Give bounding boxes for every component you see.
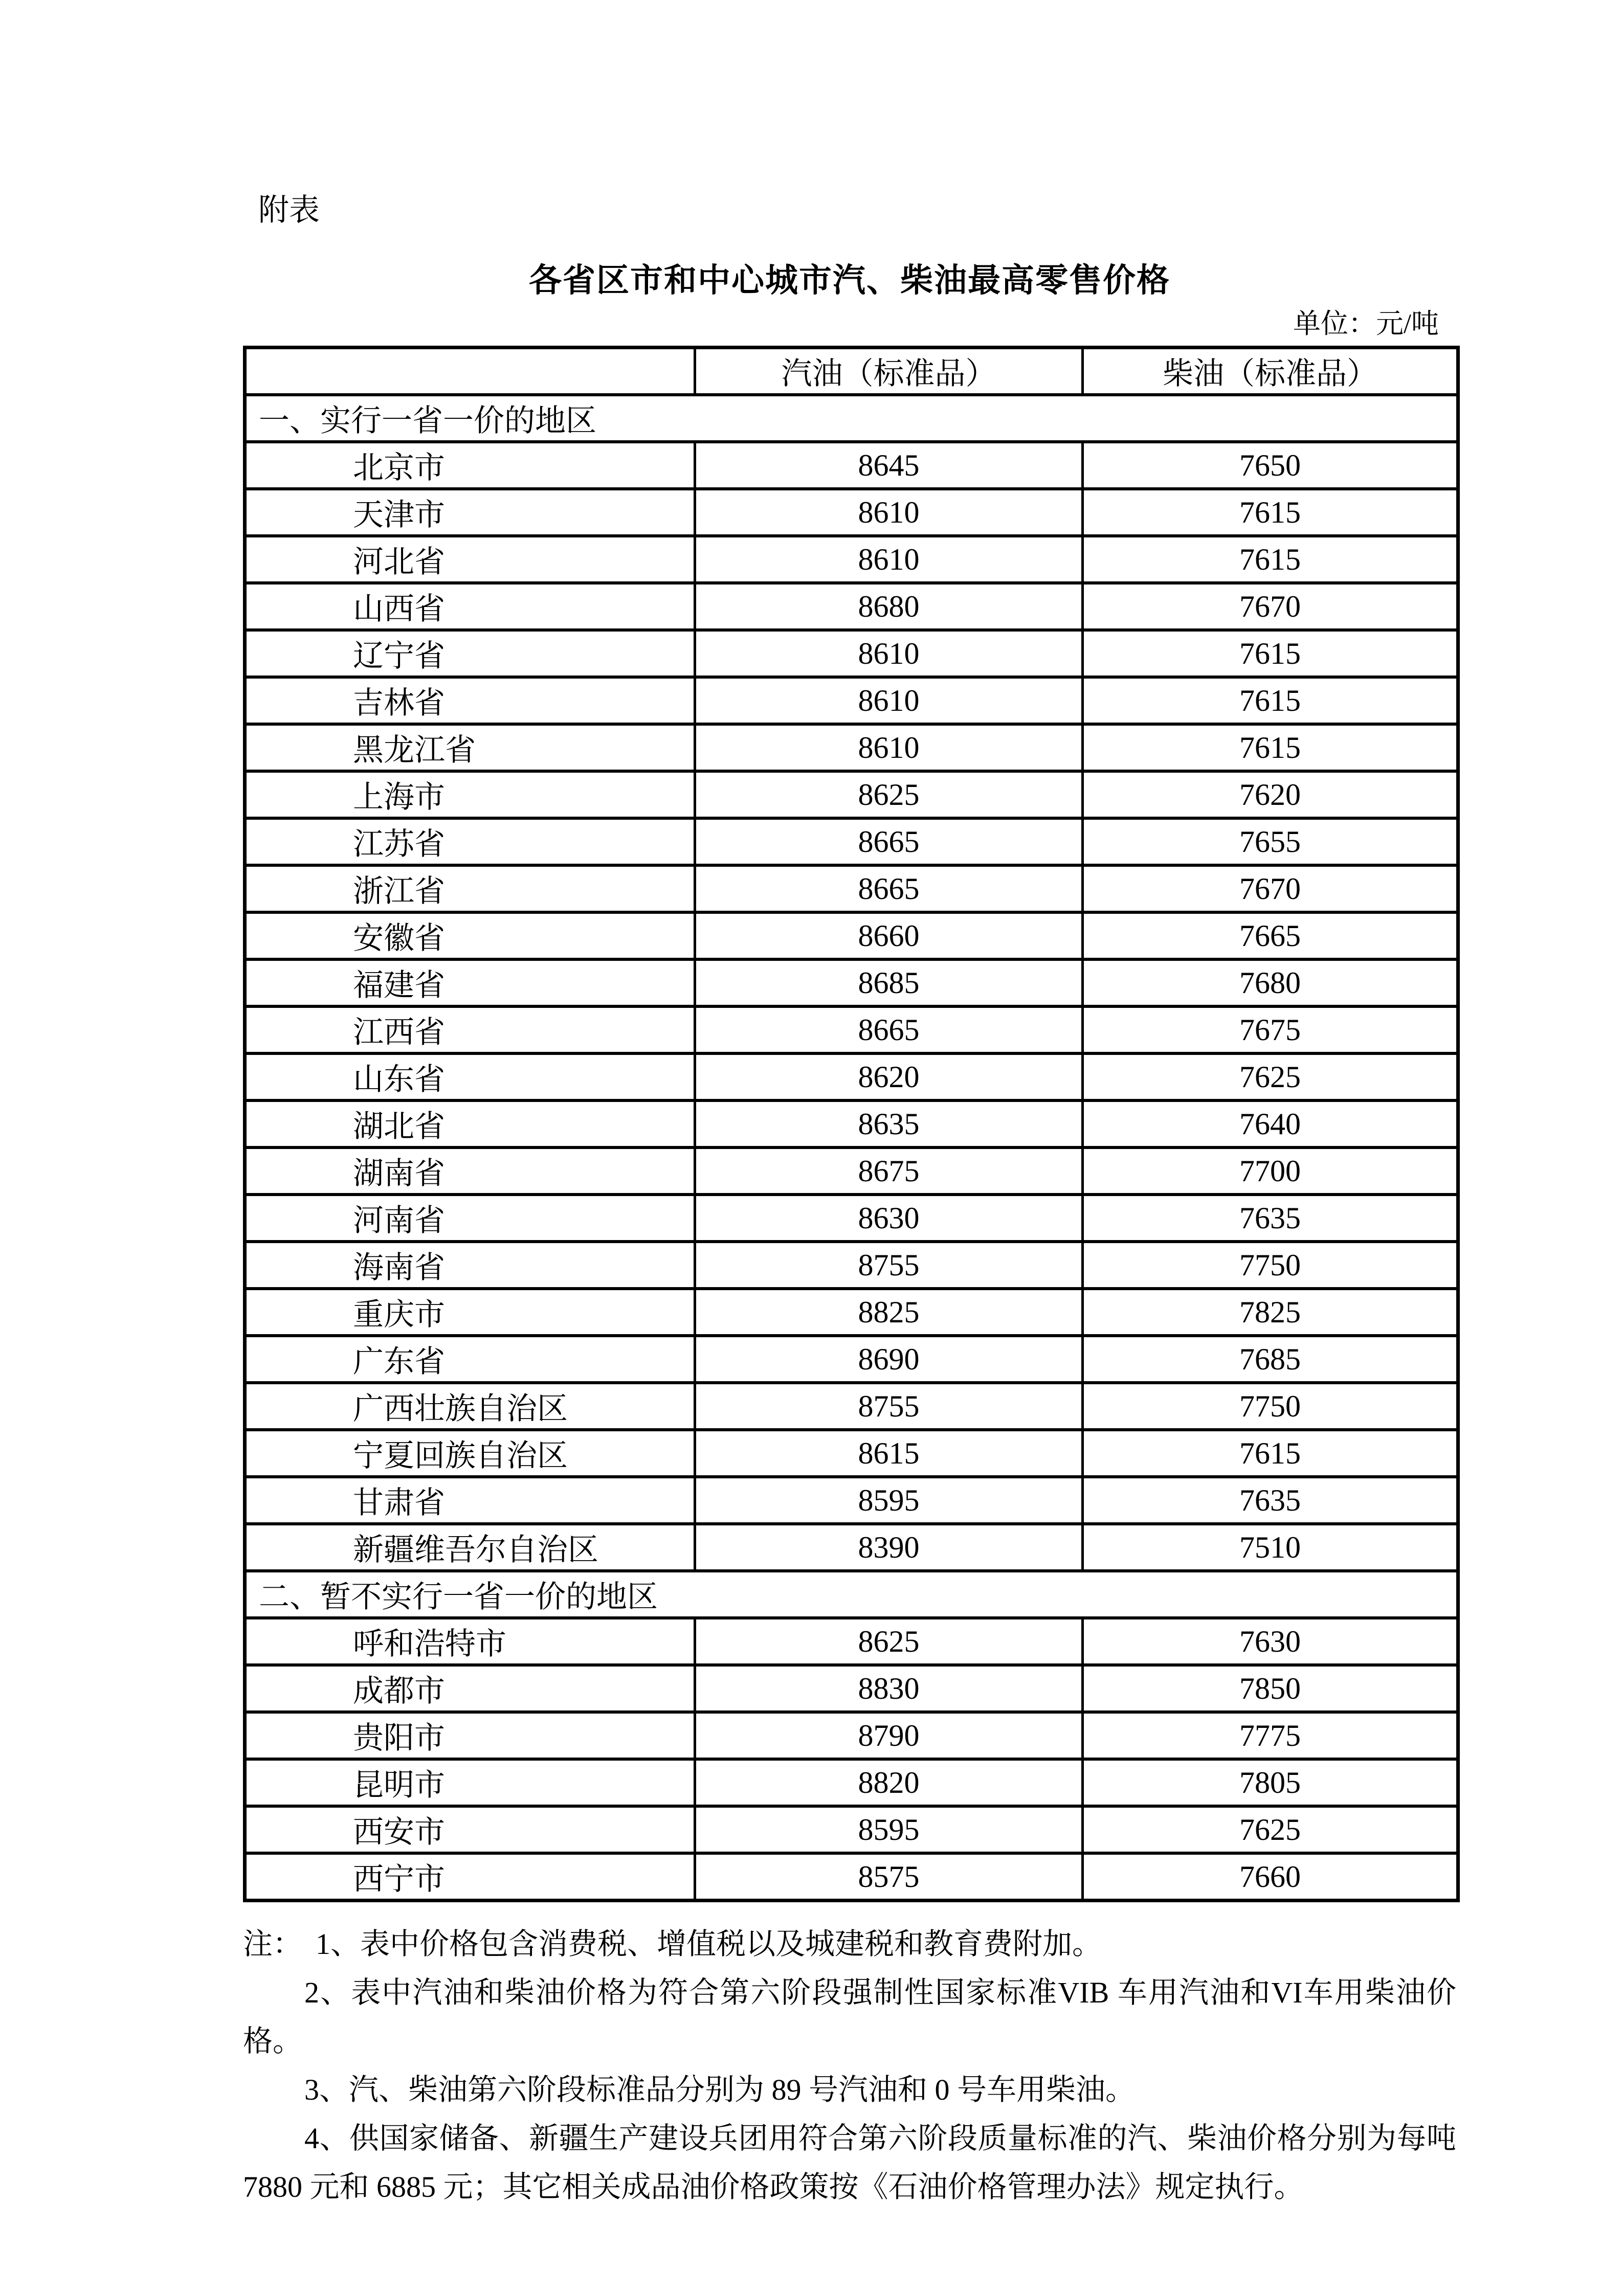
region-cell: 北京市: [245, 442, 695, 489]
diesel-cell: 7510: [1083, 1524, 1458, 1571]
text-block: [243, 0, 1456, 2211]
gasoline-cell: 8755: [695, 1383, 1083, 1430]
table-row: [245, 1759, 1458, 1806]
region-cell: 昆明市: [245, 1759, 695, 1806]
region-cell: 天津市: [245, 489, 695, 536]
table-row: [245, 1383, 1458, 1430]
region-cell: 河北省: [245, 536, 695, 583]
gasoline-cell: 8665: [695, 818, 1083, 865]
gasoline-cell: 8615: [695, 1430, 1083, 1477]
col-header-gasoline: 汽油（标准品）: [695, 348, 1083, 395]
table-row: [245, 1477, 1458, 1524]
table-row: [245, 1336, 1458, 1383]
diesel-cell: 7620: [1083, 771, 1458, 818]
page-title: 各省区市和中心城市汽、柴油最高零售价格: [529, 262, 1170, 299]
gasoline-cell: 8575: [695, 1853, 1083, 1901]
diesel-cell: 7625: [1083, 1053, 1458, 1100]
region-cell: 广西壮族自治区: [245, 1383, 695, 1430]
region-cell: 宁夏回族自治区: [245, 1430, 695, 1477]
diesel-cell: 7750: [1083, 1242, 1458, 1289]
table-row: [245, 1806, 1458, 1853]
table-row: [245, 1147, 1458, 1195]
diesel-cell: 7615: [1083, 536, 1458, 583]
table-row: [245, 1853, 1458, 1901]
notes-prefix-label: 注：: [243, 1927, 303, 1961]
diesel-cell: 7655: [1083, 818, 1458, 865]
gasoline-cell: 8755: [695, 1242, 1083, 1289]
gasoline-cell: 8690: [695, 1336, 1083, 1383]
section-1-header-row: [245, 395, 1458, 442]
region-cell: 安徽省: [245, 912, 695, 959]
region-cell: 广东省: [245, 1336, 695, 1383]
note-line-2: 2、表中汽油和柴油价格为符合第六阶段强制性国家标准VIB 车用汽油和VI车用柴油价格。: [243, 1976, 1456, 2058]
table-row: [245, 583, 1458, 630]
table-row: [245, 1195, 1458, 1242]
gasoline-cell: 8610: [695, 489, 1083, 536]
col-header-diesel: 柴油（标准品）: [1083, 348, 1458, 395]
diesel-cell: 7750: [1083, 1383, 1458, 1430]
table-row: [245, 1053, 1458, 1100]
section-2-label: 二、暂不实行一省一价的地区: [245, 1571, 1458, 1618]
region-cell: 黑龙江省: [245, 724, 695, 771]
table-row: [245, 865, 1458, 912]
table-row: [245, 489, 1458, 536]
diesel-cell: 7825: [1083, 1289, 1458, 1336]
gasoline-cell: 8595: [695, 1806, 1083, 1853]
gasoline-cell: 8665: [695, 1006, 1083, 1053]
gasoline-cell: 8820: [695, 1759, 1083, 1806]
region-cell: 海南省: [245, 1242, 695, 1289]
gasoline-cell: 8610: [695, 536, 1083, 583]
col-header-region: [245, 348, 695, 395]
gasoline-cell: 8610: [695, 630, 1083, 677]
region-cell: 辽宁省: [245, 630, 695, 677]
section-1-label: 一、实行一省一价的地区: [245, 395, 1458, 442]
table-row: [245, 1006, 1458, 1053]
table-row: [245, 1430, 1458, 1477]
region-cell: 呼和浩特市: [245, 1618, 695, 1665]
notes-block: [243, 1920, 1456, 2211]
diesel-cell: 7615: [1083, 677, 1458, 724]
gasoline-cell: 8680: [695, 583, 1083, 630]
diesel-cell: 7775: [1083, 1712, 1458, 1759]
region-cell: 湖南省: [245, 1147, 695, 1195]
gasoline-cell: 8595: [695, 1477, 1083, 1524]
region-cell: 福建省: [245, 959, 695, 1006]
region-cell: 河南省: [245, 1195, 695, 1242]
gasoline-cell: 8390: [695, 1524, 1083, 1571]
table-row: [245, 1665, 1458, 1712]
diesel-cell: 7850: [1083, 1665, 1458, 1712]
diesel-cell: 7650: [1083, 442, 1458, 489]
section-2-header-row: [245, 1571, 1458, 1618]
gasoline-cell: 8625: [695, 771, 1083, 818]
region-cell: 甘肃省: [245, 1477, 695, 1524]
table-row: [245, 1242, 1458, 1289]
region-cell: 山东省: [245, 1053, 695, 1100]
diesel-cell: 7615: [1083, 489, 1458, 536]
table-row: [245, 1100, 1458, 1147]
diesel-cell: 7635: [1083, 1477, 1458, 1524]
diesel-cell: 7625: [1083, 1806, 1458, 1853]
table-header-row: [245, 348, 1458, 395]
note-line-3: 3、汽、柴油第六阶段标准品分别为 89 号汽油和 0 号车用柴油。: [304, 2073, 1136, 2106]
diesel-cell: 7680: [1083, 959, 1458, 1006]
gasoline-cell: 8665: [695, 865, 1083, 912]
price-table: [243, 346, 1460, 1902]
diesel-cell: 7805: [1083, 1759, 1458, 1806]
table-row: [245, 536, 1458, 583]
region-cell: 西宁市: [245, 1853, 695, 1901]
diesel-cell: 7685: [1083, 1336, 1458, 1383]
region-cell: 江西省: [245, 1006, 695, 1053]
note-text: 1、表中价格包含消费税、增值税以及城建税和教育费附加。: [316, 1927, 1102, 1961]
diesel-cell: 7675: [1083, 1006, 1458, 1053]
region-cell: 重庆市: [245, 1289, 695, 1336]
region-cell: 成都市: [245, 1665, 695, 1712]
diesel-cell: 7665: [1083, 912, 1458, 959]
diesel-cell: 7670: [1083, 583, 1458, 630]
gasoline-cell: 8645: [695, 442, 1083, 489]
annex-label: 附表: [258, 193, 320, 227]
region-cell: 新疆维吾尔自治区: [245, 1524, 695, 1571]
note-line-1: [243, 1920, 1456, 1968]
gasoline-cell: 8830: [695, 1665, 1083, 1712]
gasoline-cell: 8610: [695, 724, 1083, 771]
diesel-cell: 7615: [1083, 1430, 1458, 1477]
region-cell: 湖北省: [245, 1100, 695, 1147]
gasoline-cell: 8635: [695, 1100, 1083, 1147]
diesel-cell: 7670: [1083, 865, 1458, 912]
table-row: [245, 1618, 1458, 1665]
region-cell: 吉林省: [245, 677, 695, 724]
diesel-cell: 7640: [1083, 1100, 1458, 1147]
region-cell: 贵阳市: [245, 1712, 695, 1759]
diesel-cell: 7635: [1083, 1195, 1458, 1242]
gasoline-cell: 8685: [695, 959, 1083, 1006]
table-row: [245, 959, 1458, 1006]
table-row: [245, 771, 1458, 818]
table-row: [245, 677, 1458, 724]
gasoline-cell: 8825: [695, 1289, 1083, 1336]
table-row: [245, 1524, 1458, 1571]
diesel-cell: 7660: [1083, 1853, 1458, 1901]
region-cell: 江苏省: [245, 818, 695, 865]
gasoline-cell: 8620: [695, 1053, 1083, 1100]
table-row: [245, 912, 1458, 959]
table-row: [245, 442, 1458, 489]
region-cell: 山西省: [245, 583, 695, 630]
diesel-cell: 7700: [1083, 1147, 1458, 1195]
gasoline-cell: 8625: [695, 1618, 1083, 1665]
gasoline-cell: 8630: [695, 1195, 1083, 1242]
diesel-cell: 7615: [1083, 630, 1458, 677]
diesel-cell: 7615: [1083, 724, 1458, 771]
region-cell: 上海市: [245, 771, 695, 818]
gasoline-cell: 8660: [695, 912, 1083, 959]
note-line-4: 4、供国家储备、新疆生产建设兵团用符合第六阶段质量标准的汽、柴油价格分别为每吨 7880 元和 6885 元；其它相关成品油价格政策按《石油价格管理办法》规定执行。: [243, 2122, 1456, 2203]
gasoline-cell: 8610: [695, 677, 1083, 724]
table-row: [245, 630, 1458, 677]
table-row: [245, 724, 1458, 771]
gasoline-cell: 8790: [695, 1712, 1083, 1759]
unit-label: 单位：元/吨: [1293, 308, 1439, 339]
table-row: [245, 1712, 1458, 1759]
region-cell: 西安市: [245, 1806, 695, 1853]
region-cell: 浙江省: [245, 865, 695, 912]
table-row: [245, 1289, 1458, 1336]
diesel-cell: 7630: [1083, 1618, 1458, 1665]
table-row: [245, 818, 1458, 865]
gasoline-cell: 8675: [695, 1147, 1083, 1195]
